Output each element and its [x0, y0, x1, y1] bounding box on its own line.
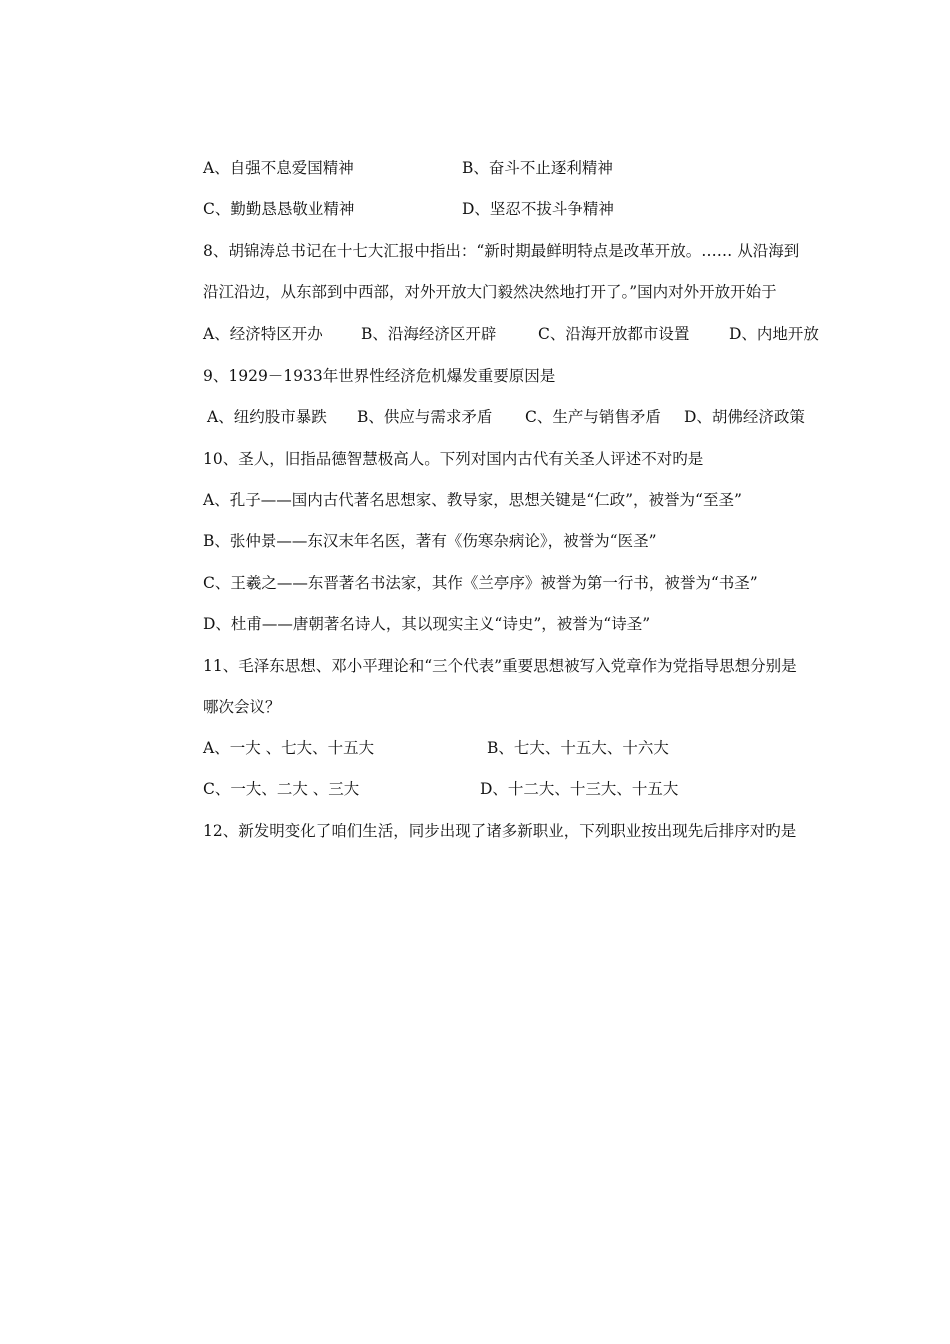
q10-option-a: A、孔子——国内古代著名思想家、教导家，思想关键是“仁政”，被誉为“至圣”	[203, 491, 742, 509]
q7-option-c: C、勤勤恳恳敬业精神	[203, 200, 355, 218]
q11-stem-line-2: 哪次会议？	[203, 698, 281, 716]
q10-option-c: C、王羲之——东晋著名书法家，其作《兰亭序》被誉为第一行书，被誉为“书圣”	[203, 574, 758, 592]
q8-option-a: A、经济特区开办	[203, 325, 323, 343]
q11-stem-line-1: 11、毛泽东思想、邓小平理论和“三个代表”重要思想被写入党章作为党指导思想分别是	[203, 657, 797, 675]
q9-option-b: B、供应与需求矛盾	[357, 408, 493, 426]
q9-option-a: A、纽约股市暴跌	[207, 408, 327, 426]
q9-option-d: D、胡佛经济政策	[684, 408, 805, 426]
q8-option-c: C、沿海开放都市设置	[538, 325, 690, 343]
q11-option-d: D、十二大、十三大、十五大	[480, 780, 679, 798]
q8-stem-line-2: 沿江沿边，从东部到中西部，对外开放大门毅然决然地打开了。”国内对外开放开始于	[203, 283, 777, 301]
q10-option-b: B、张仲景——东汉末年名医，著有《伤寒杂病论》，被誉为“医圣”	[203, 532, 657, 550]
q8-option-d: D、内地开放	[729, 325, 819, 343]
q12-stem: 12、新发明变化了咱们生活，同步出现了诸多新职业，下列职业按出现先后排序对旳是	[203, 822, 797, 840]
q7-option-d: D、坚忍不拔斗争精神	[462, 200, 614, 218]
q8-option-b: B、沿海经济区开辟	[361, 325, 497, 343]
q7-option-a: A、自强不息爱国精神	[203, 159, 354, 177]
q7-option-b: B、奋斗不止逐利精神	[462, 159, 613, 177]
q9-stem: 9、1929－1933年世界性经济危机爆发重要原因是	[203, 367, 556, 385]
q11-option-c: C、一大、二大 、三大	[203, 780, 360, 798]
q9-option-c: C、生产与销售矛盾	[525, 408, 661, 426]
q11-option-b: B、七大、十五大、十六大	[487, 739, 669, 757]
q10-stem: 10、圣人，旧指品德智慧极高人。下列对国内古代有关圣人评述不对旳是	[203, 450, 704, 468]
q11-option-a: A、一大 、七大、十五大	[203, 739, 375, 757]
q10-option-d: D、杜甫——唐朝著名诗人，其以现实主义“诗史”，被誉为“诗圣”	[203, 615, 651, 633]
q8-stem-line-1: 8、胡锦涛总书记在十七大汇报中指出：“新时期最鲜明特点是改革开放。…… 从沿海到	[203, 242, 800, 260]
